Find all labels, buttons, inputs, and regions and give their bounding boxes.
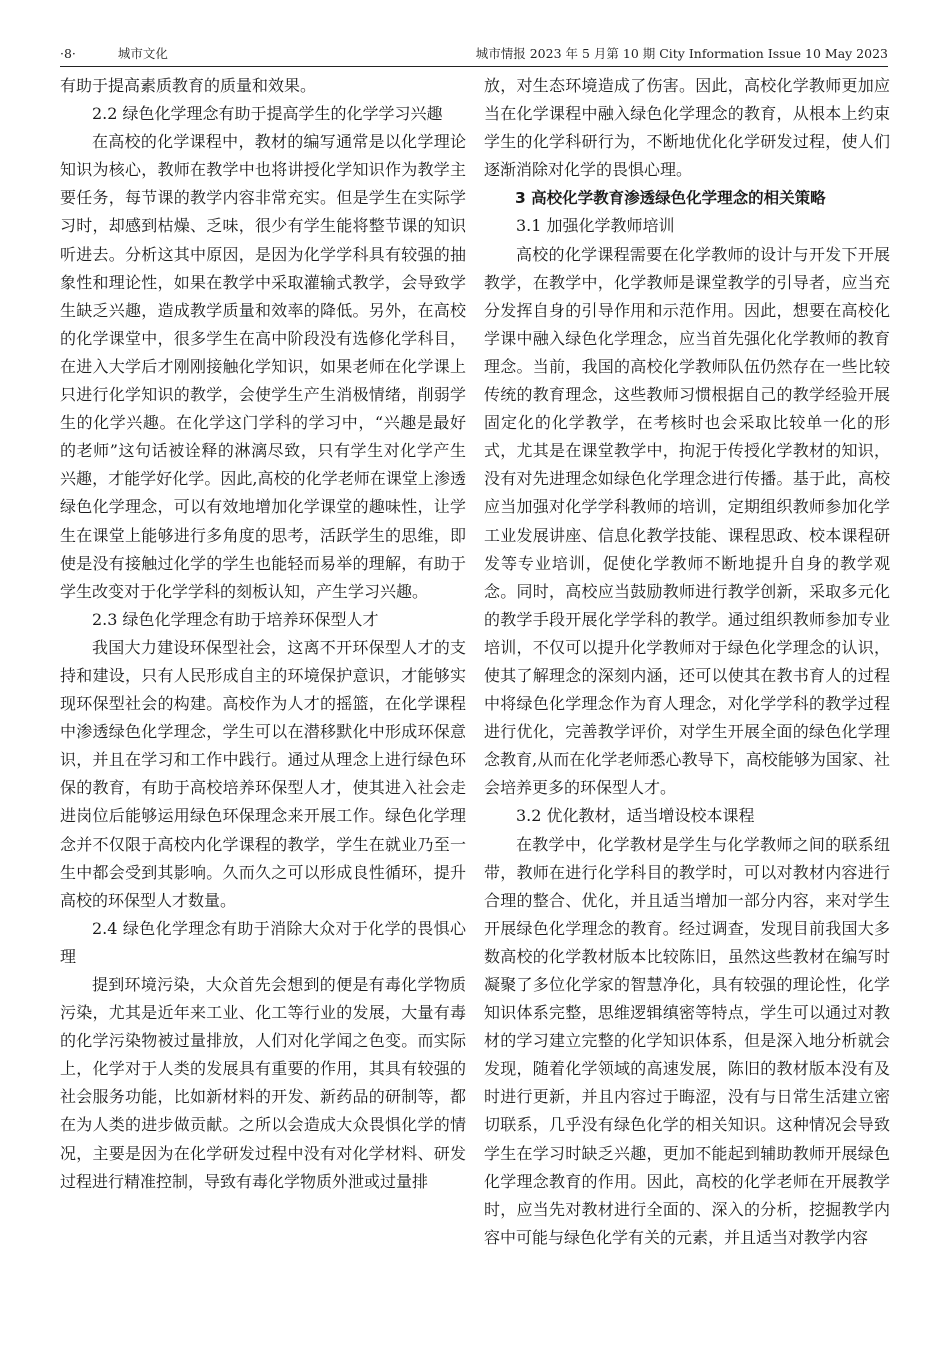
section-name: 城市文化 — [117, 46, 168, 61]
subsection-heading-2-2: 2.2 绿色化学理念有助于提高学生的化学学习兴趣 — [92, 104, 443, 124]
left-column — [60, 72, 466, 1196]
subsection-heading-3-2: 3.2 优化教材，适当增设校本课程 — [516, 806, 755, 826]
paragraph: 在教学中，化学教材是学生与化学教师之间的联系纽带，教师在进行化学科目的教学时，可以对教材内容进行合理的整合、优化，并且适当增加一部分内容，来对学生开展绿色化学理念的教育。经过调查，发现目前我国大多数高校的化学教材版本比较陈旧，虽然这些教材在编写时凝聚了多位化学家的智慧净化，具有较强的理论性，化学知识体系完整，思维逻辑缜密等特点，学生可以通过对教材的学习建立完整的化学知识体系，但是深入地分析就会发现，随着化学领域的高速发展，陈旧的教材版本没有及时进行更新，并且内容过于晦涩，没有与日常生活建立密切联系，几乎没有绿色化学的相关知识。这种情况会导致学生在学习时缺乏兴趣，更加不能起到辅助教师开展绿色化学理念教育的作用。因此，高校的化学老师在开展教学时，应当先对教材进行全面的、深入的分析，挖掘教学内容中可能与绿色化学有关的元素，并且适当对教学内容 — [484, 834, 890, 1247]
page-header — [60, 36, 888, 67]
paragraph-continuation: 放，对生态环境造成了伤害。因此，高校化学教师更加应当在化学课程中融入绿色化学理念的教育，从根本上约束学生的化学科研行为，不断地优化化学研发过程，使人们逐渐消除对化学的畏惧心理。 — [484, 76, 890, 180]
header-left — [60, 44, 168, 62]
page-number: ·8· — [60, 46, 76, 61]
subsection-heading-3-1: 3.1 加强化学教师培训 — [516, 216, 675, 236]
right-column — [484, 72, 890, 1252]
journal-info: 城市情报 2023 年 5 月第 10 期 City Information Issue 10 May 2023 — [475, 46, 888, 61]
section-heading-3: 3 高校化学教育渗透绿色化学理念的相关策略 — [515, 189, 826, 208]
paragraph: 提到环境污染，大众首先会想到的便是有毒化学物质污染，尤其是近年来工业、化工等行业的发展，大量有毒的化学污染物被过量排放，人们对化学闻之色变。而实际上，化学对于人类的发展具有重要的作用，其具有较强的社会服务功能，比如新材料的开发、新药品的研制等，都在为人类的进步做贡献。之所以会造成大众畏惧化学的情况，主要是因为在化学研发过程中没有对化学材料、研发过程进行精准控制，导致有毒化学物质外泄或过量排 — [60, 975, 466, 1191]
paragraph: 在高校的化学课程中，教材的编写通常是以化学理论知识为核心，教师在教学中也将讲授化学知识作为教学主要任务，每节课的教学内容非常充实。但是学生在实际学习时，却感到枯燥、乏味，很少有学生能将整节课的知识听进去。分析这其中原因，是因为化学学科具有较强的抽象性和理论性，如果在教学中采取灌输式教学，会导致学生缺乏兴趣，造成教学质量和效率的降低。另外，在高校的化学课堂中，很多学生在高中阶段没有选修化学科目，在进入大学后才刚刚接触化学知识，如果老师在化学课上只进行化学知识的教学，会使学生产生消极情绪，削弱学生的化学兴趣。在化学这门学科的学习中，“兴趣是最好的老师”这句话被诠释的淋漓尽致，只有学生对化学产生兴趣，才能学好化学。因此,高校的化学老师在课堂上渗透绿色化学理念，可以有效地增加化学课堂的趣味性，让学生在课堂上能够进行多角度的思考，活跃学生的思维，即使是没有接触过化学的学生也能轻而易举的理解，有助于学生改变对于化学学科的刻板认知，产生学习兴趣。 — [60, 132, 466, 601]
paragraph: 高校的化学课程需要在化学教师的设计与开发下开展教学，在教学中，化学教师是课堂教学的引导者，应当充分发挥自身的引导作用和示范作用。因此，想要在高校化学课中融入绿色化学理念，应当首先强化化学教师的教育理念。当前，我国的高校化学教师队伍仍然存在一些比较传统的教育理念，这些教师习惯根据自己的教学经验开展固定化的化学教学，在考核时也会采取比较单一化的形式，尤其是在课堂教学中，拘泥于传授化学教材的知识，没有对先进理念如绿色化学理念进行传播。基于此，高校应当加强对化学学科教师的培训，定期组织教师参加化学工业发展讲座、信息化教学技能、课程思政、校本课程研发等专业培训，促使化学教师不断地提升自身的教学观念。同时，高校应当鼓励教师进行教学创新，采取多元化的教学手段开展化学学科的教学。通过组织教师参加专业培训，不仅可以提升化学教师对于绿色化学理念的认识，使其了解理念的深刻内涵，还可以使其在教书育人的过程中将绿色化学理念作为育人理念，对化学学科的教学过程进行优化，完善教学评价，对学生开展全面的绿色化学理念教育,从而在化学老师悉心教导下，高校能够为国家、社会培养更多的环保型人才。 — [484, 244, 890, 798]
paragraph-continuation: 有助于提高素质教育的质量和效果。 — [60, 76, 317, 95]
paragraph: 我国大力建设环保型社会，这离不开环保型人才的支持和建设，只有人民形成自主的环境保护意识，才能够实现环保型社会的构建。高校作为人才的摇篮，在化学课程中渗透绿色化学理念，学生可以在潜移默化中形成环保意识，并且在学习和工作中践行。通过从理念上进行绿色环保的教育，有助于高校培养环保型人才，使其进入社会走进岗位后能够运用绿色环保理念来开展工作。绿色化学理念并不仅限于高校内化学课程的教学，学生在就业乃至一生中都会受到其影响。久而久之可以形成良性循环，提升高校的环保型人才数量。 — [60, 637, 466, 910]
subsection-heading-2-4: 2.4 绿色化学理念有助于消除大众对于化学的畏惧心理 — [60, 918, 466, 966]
subsection-heading-2-3: 2.3 绿色化学理念有助于培养环保型人才 — [92, 609, 379, 629]
